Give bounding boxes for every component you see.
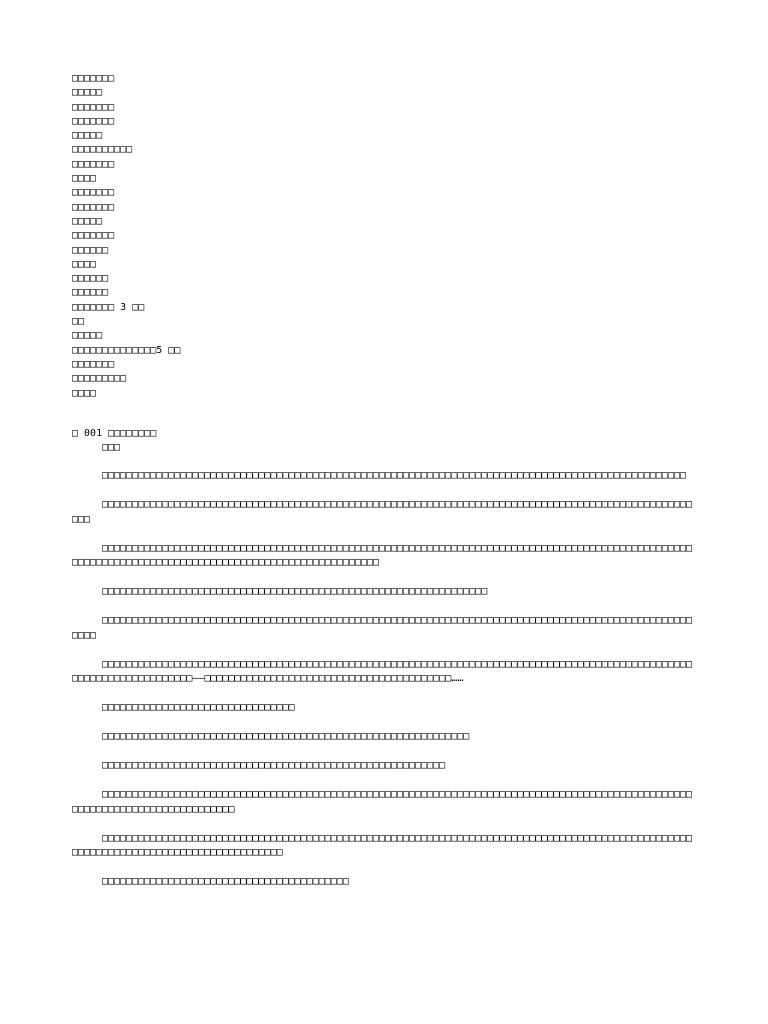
toc-entry: □□□□□□ xyxy=(72,287,109,299)
document-page xyxy=(72,72,698,904)
toc-entry: □□□□□□□ xyxy=(72,73,115,84)
toc-entry: □□□□□□□ xyxy=(72,101,115,113)
body-paragraph: □□□□□□□□□□□□□□□□□□□□□□□□□□□□□□□□□□□□□□□□□□□□□□□□□□□□□□□□□□□□□□□□□□□□□□□□□□□□□□□□□□□□□□□□□□□□□□□□□□□□□□□□□□□□□□□□□□□□□□——□□□□□□□□□□□□□□□□□□□□□□□□□□□□□□□□□□□□□□□□□…… xyxy=(72,658,693,685)
toc-entry: □□□□□□□ xyxy=(72,358,115,370)
toc-entry: □□□□□□□ xyxy=(72,158,115,170)
chapter-title: □ 001 □□□□□□□□ xyxy=(72,427,157,439)
toc-entry: □□□□□ xyxy=(72,215,103,227)
body-paragraph: □□□□□□□□□□□□□□□□□□□□□□□□□□□□□□□□□□□□□□□□□□□□□□□□□□□□□□□□□□□□□□□□□□□□□□□□□□□□□□□□□□□□□□□□□□□□□□□□□□□□□□ xyxy=(72,615,693,641)
toc-entry: □□□□ xyxy=(72,258,97,270)
toc-entry: □□□□□□□□□ xyxy=(72,373,127,385)
toc-entry: □□□□□□□ xyxy=(72,115,115,127)
toc-entry: □□□□□□□□□□□□□□5 □□ xyxy=(72,344,181,356)
body-paragraph: □□□□□□□□□□□□□□□□□□□□□□□□□□□□□□□□□□□□□□□□□□□□□□□□□□□□□□□□□□□□□□□□ xyxy=(102,586,488,598)
toc-entry: □□□□□□□ xyxy=(72,187,115,199)
toc-entry: □□□□□□ xyxy=(72,273,109,285)
toc-entry: □□□□□□□□□□ xyxy=(72,144,133,156)
table-of-contents xyxy=(72,72,698,401)
toc-entry: □□□□□ xyxy=(72,330,103,342)
toc-entry: □□□□□ xyxy=(72,87,103,99)
body-paragraph: □□□□□□□□□□□□□□□□□□□□□□□□□□□□□□□□□□□□□□□□□□□□□□□□□□□□□□□□□□□□□□□□□□□□□□□□□□□□□□□□□□□□□□□□□□□□□□□□□□□□□□□□□□□□□□□□□□□□□□□□□□□□□□□□□□□□□ xyxy=(72,832,693,859)
chapter-subtitle: □□□ xyxy=(102,442,121,454)
toc-entry: □□□□ xyxy=(72,173,97,185)
chapter-section xyxy=(72,427,698,890)
toc-entry: □□□□ xyxy=(72,387,97,399)
body-paragraph: □□□□□□□□□□□□□□□□□□□□□□□□□□□□□□□□□□□□□□□□□□□□□□□□□□□□□□□□□□□□□□□□□□□□□□□□□□□□□□□□□□□□□□□□□□□□□□□□□ xyxy=(102,470,686,482)
body-paragraph: □□□□□□□□□□□□□□□□□□□□□□□□□□□□□□□□□□□□□□□□□□□□□□□□□□□□□□□□□□□□□□□□□□□□□□□□□□□□□□□□□□□□□□□□□□□□□□□□□□□□□ xyxy=(72,499,693,525)
toc-entry: □□□□□□□ xyxy=(72,230,115,242)
toc-entry: □□□□□□ xyxy=(72,244,109,256)
body-paragraph: □□□□□□□□□□□□□□□□□□□□□□□□□□□□□□□□□□□□□□□□□□□□□□□□□□□□□□□□□□□□□ xyxy=(102,731,470,743)
body-paragraph: □□□□□□□□□□□□□□□□□□□□□□□□□□□□□□□□□□□□□□□□□□□□□□□□□□□□□□□□□□□□□□□□□□□□□□□□□□□□□□□□□□□□□□□□□□□□□□□□□□□□□□□□□□□□□□□□□□□□□□□□□□□□□ xyxy=(72,789,693,815)
body-paragraph: □□□□□□□□□□□□□□□□□□□□□□□□□□□□□□□□ xyxy=(102,702,295,714)
body-paragraph: □□□□□□□□□□□□□□□□□□□□□□□□□□□□□□□□□□□□□□□□□□□□□□□□□□□□□□□□□□□□□□□□□□□□□□□□□□□□□□□□□□□□□□□□□□□□□□□□□□□□□□□□□□□□□□□□□□□□□□□□□□□□□□□□□□□□□□□□□□□□□□□□□□□□□ xyxy=(72,542,693,569)
toc-entry: □□□□□ xyxy=(72,130,103,142)
toc-entry: □□□□□□□ 3 □□ xyxy=(72,301,145,313)
toc-entry: □□□□□□□ xyxy=(72,201,115,213)
body-paragraph: □□□□□□□□□□□□□□□□□□□□□□□□□□□□□□□□□□□□□□□□□ xyxy=(102,876,349,888)
toc-entry: □□ xyxy=(72,316,85,328)
body-paragraph: □□□□□□□□□□□□□□□□□□□□□□□□□□□□□□□□□□□□□□□□□□□□□□□□□□□□□□□□□ xyxy=(102,760,446,772)
